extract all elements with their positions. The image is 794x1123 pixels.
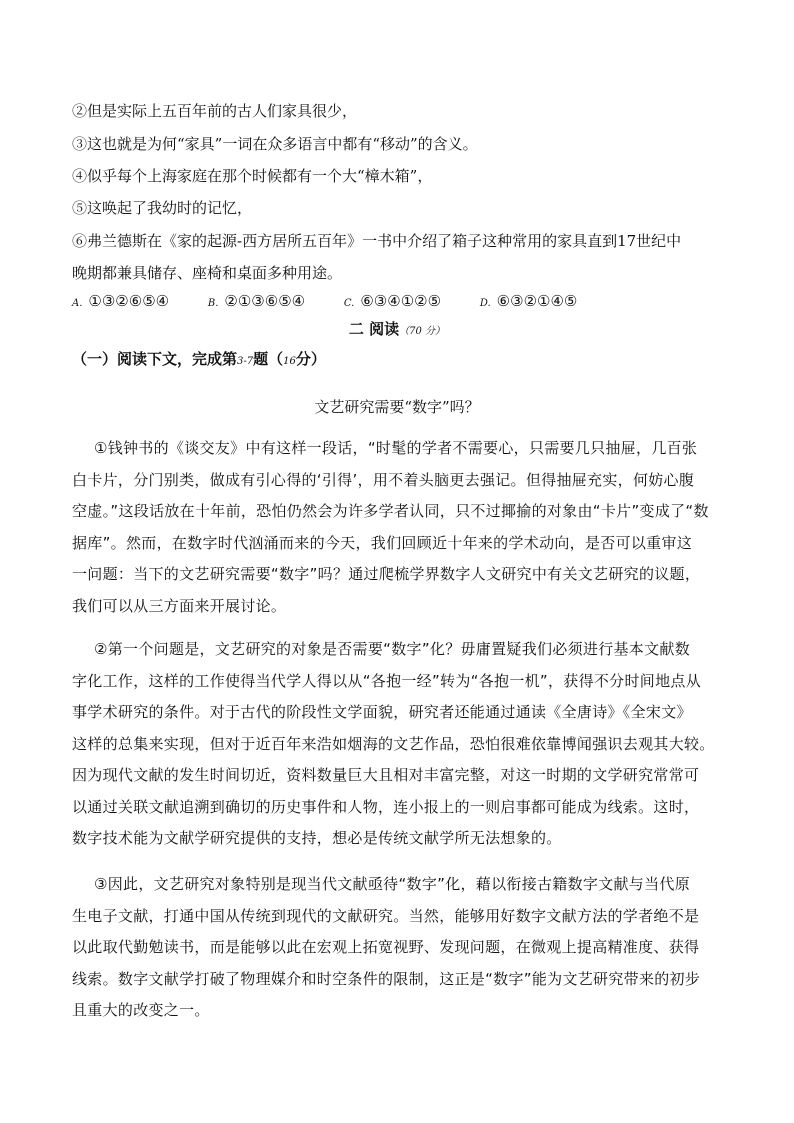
paragraph-line: 生电子文献，打通中国从传统到现代的文献研究。当然，能够用好数字文献方法的学者绝不是: [72, 906, 700, 925]
choice-b[interactable]: B. ②①③⑥⑤④: [207, 292, 306, 310]
choice-c[interactable]: C. ⑥③④①②⑤: [343, 292, 442, 310]
paragraph-line: 以通过关联文献追溯到确切的历史事件和人物，连小报上的一则启事都可能成为线索。这时，: [72, 797, 700, 816]
choice-a[interactable]: A. ①③②⑥⑤④: [72, 292, 170, 310]
paragraph-line: ②第一个问题是，文艺研究的对象是否需要“数字”化？毋庸置疑我们必须进行基本文献数: [94, 640, 690, 658]
paragraph-line: 一问题：当下的文艺研究需要“数字”吗？通过爬梳学界数字人文研究中有关文艺研究的议题，: [72, 565, 701, 583]
paragraph-line: ③因此，文艺研究对象特别是现当代文献亟待“数字”化，藉以衔接古籍数字文献与当代原: [94, 875, 690, 893]
paragraph-line: 且重大的改变之一。: [72, 1001, 210, 1019]
option-line-3: ③这也就是为何“家具”一词在众多语言中都有“移动”的含义。: [72, 135, 478, 153]
paragraph-line: 空虚。”这段话放在十年前，恐怕仍然会为许多学者认同，只不过揶揄的对象由“卡片”变成了“数: [72, 502, 709, 520]
paragraph-line: 事学术研究的条件。对于古代的阶段性文学面貌，研究者还能通过通读《全唐诗》《全宋文》: [72, 703, 692, 721]
section-heading: 二 阅读（70 分）: [348, 320, 446, 338]
paragraph-3: [72, 869, 724, 1027]
paragraph-line: 线索。数字文献学打破了物理媒介和时空条件的限制，这正是“数字”能为文艺研究带来的初步: [72, 969, 701, 988]
paragraph-line: 字化工作，这样的工作使得当代学人得以从“各抱一经”转为“各抱一机”，获得不分时间地点从: [72, 671, 701, 690]
paragraph-line: 据库”。然而，在数字时代汹涌而来的今天，我们回顾近十年来的学术动向，是否可以重审这: [72, 533, 693, 552]
paragraph-line: 白卡片，分门别类，做成有引心得的‘引得’，用不着头脑更去强记。但得抽屉充实，何妨心腹: [72, 470, 695, 489]
option-line-5: ⑤这唤起了我幼时的记忆，: [72, 199, 253, 217]
paragraph-line: ①钱钟书的《谈交友》中有这样一段话，“时髦的学者不需要心，只需要几只抽屉，几百张: [94, 439, 698, 457]
paragraph-1: [72, 433, 724, 622]
paragraph-line: 数字技术能为文献学研究提供的支持，想必是传统文献学所无法想象的。: [72, 829, 562, 847]
answer-choices: [72, 290, 611, 315]
article-title: 文艺研究需要“数字”吗？: [314, 398, 480, 416]
subsection-heading: （一）阅读下文，完成第3-7题（16分）: [72, 350, 326, 368]
option-line-6-cont: 晚期都兼具储存、座椅和桌面多种用途。: [72, 264, 343, 282]
paragraph-line: 我们可以从三方面来开展讨论。: [72, 596, 287, 615]
option-line-4: ④似乎每个上海家庭在那个时候都有一个大“樟木箱”，: [72, 167, 433, 185]
paragraph-line: 以此取代勤勉读书，而是能够以此在宏观上拓宽视野、发现问题，在微观上提高精准度、获得: [72, 938, 700, 956]
choice-d[interactable]: D. ⑥③②①④⑤: [479, 292, 578, 310]
option-line-2: ②但是实际上五百年前的古人们家具很少，: [72, 102, 358, 120]
paragraph-line: 这样的总集来实现，但对于近百年来浩如烟海的文艺作品，恐怕很难依靠博闻强识去观其大较。: [72, 734, 715, 753]
option-line-6: ⑥弗兰德斯在《家的起源-西方居所五百年》一书中介绍了箱子这种常用的家具直到17世纪中: [72, 232, 682, 250]
paragraph-2: [72, 634, 724, 855]
paragraph-line: 因为现代文献的发生时间切近，资料数量巨大且相对丰富完整，对这一时期的文学研究常常可: [72, 766, 700, 784]
